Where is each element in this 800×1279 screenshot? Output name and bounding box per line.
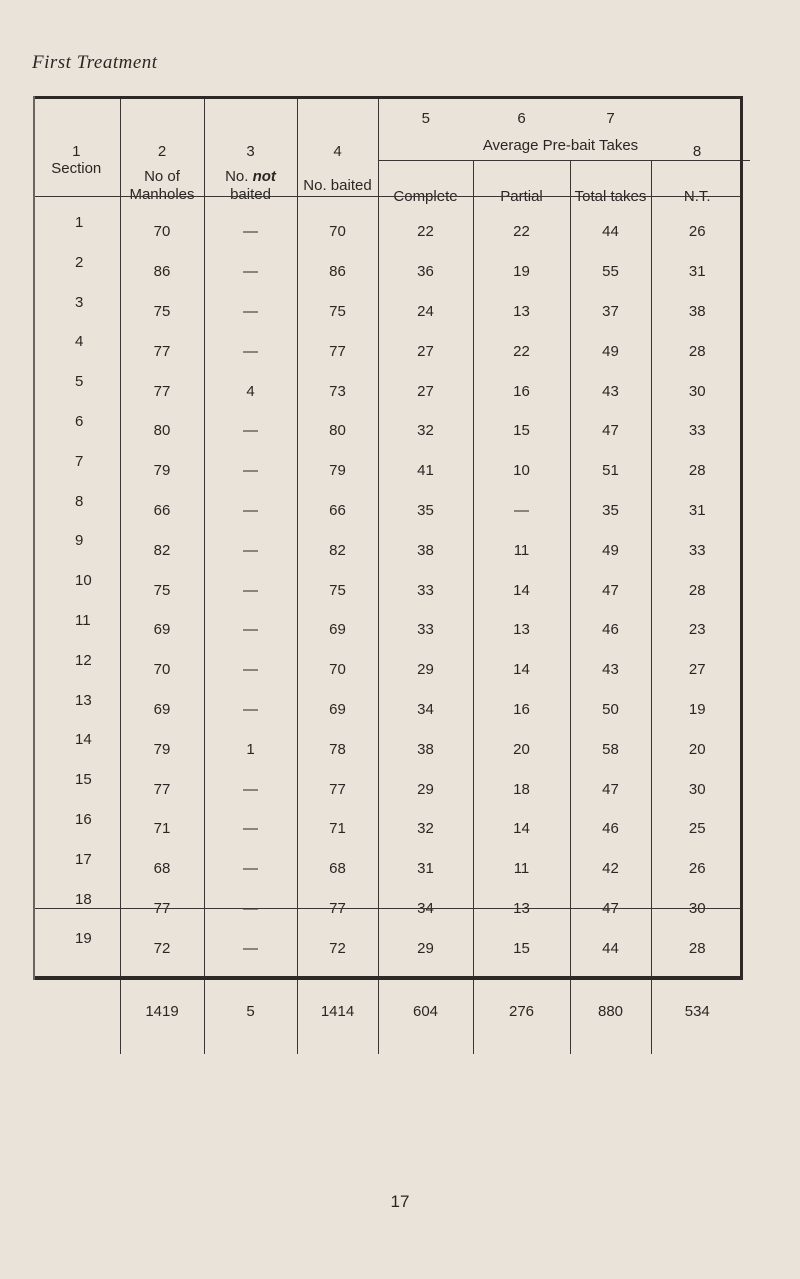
table-cell: 72	[297, 928, 378, 968]
total-cell: 5	[204, 968, 297, 1054]
table-row	[33, 411, 743, 451]
table-row	[33, 331, 743, 371]
table-cell: 71	[297, 809, 378, 849]
table-cell: 27	[378, 371, 473, 411]
column-number: 2	[120, 96, 204, 160]
table-cell: 28	[651, 451, 743, 491]
header-not-baited	[204, 160, 297, 212]
table-cell: 66	[120, 491, 204, 531]
table-cell: 36	[378, 252, 473, 292]
table-cell: 23	[651, 610, 743, 650]
table-cell: 5	[75, 373, 84, 391]
table-cell: —	[204, 928, 297, 968]
table-cell: 15	[473, 928, 570, 968]
table-cell: 26	[651, 212, 743, 252]
table-cell: 42	[570, 849, 651, 889]
table-cell: 7	[75, 452, 84, 470]
table-row	[33, 292, 743, 332]
table-cell: 34	[378, 889, 473, 929]
table-cell: 22	[473, 331, 570, 371]
table-cell: 80	[120, 411, 204, 451]
table-cell: 46	[570, 610, 651, 650]
table-cell: —	[204, 451, 297, 491]
table-cell: 16	[75, 810, 92, 828]
header-baited: No. baited	[297, 160, 378, 212]
table-cell: 15	[473, 411, 570, 451]
table-row	[33, 809, 743, 849]
table-cell: 68	[120, 849, 204, 889]
table-cell: 16	[473, 690, 570, 730]
table-row	[33, 491, 743, 531]
header-not-baited-pre: No.	[225, 168, 249, 185]
table-cell: 47	[570, 889, 651, 929]
table-cell: 22	[473, 212, 570, 252]
table-cell: 10	[75, 572, 92, 590]
group-header-rule	[378, 160, 750, 161]
table-row	[33, 650, 743, 690]
table-cell: 9	[75, 532, 84, 550]
header-section: Section	[51, 160, 102, 177]
table-cell: 80	[297, 411, 378, 451]
header-manholes: No of Manholes	[120, 160, 204, 212]
table-cell: 41	[378, 451, 473, 491]
table-cell: 75	[297, 292, 378, 332]
table-cell: 28	[651, 331, 743, 371]
table-cell: 19	[473, 252, 570, 292]
table-cell: 66	[297, 491, 378, 531]
table-cell: 13	[473, 292, 570, 332]
table-row	[33, 849, 743, 889]
group-header-label: Average Pre-bait Takes	[482, 137, 639, 154]
table-cell: —	[204, 530, 297, 570]
page-number: 17	[390, 1192, 410, 1211]
table-cell: 70	[297, 650, 378, 690]
total-cell: 276	[473, 968, 570, 1054]
table-cell: —	[204, 292, 297, 332]
table-cell: 19	[75, 930, 92, 948]
table-cell: 44	[570, 928, 651, 968]
table-cell: 47	[570, 769, 651, 809]
total-cell	[33, 968, 120, 1054]
table-cell: 77	[120, 371, 204, 411]
table-row	[33, 451, 743, 491]
table-cell: 13	[75, 691, 92, 709]
table-caption: First Treatment	[32, 52, 158, 73]
table-cell: 43	[570, 371, 651, 411]
table-cell: —	[204, 650, 297, 690]
column-number: 3	[204, 96, 297, 160]
table-cell: 35	[570, 491, 651, 531]
table-cell: 29	[378, 928, 473, 968]
table-cell: 70	[297, 212, 378, 252]
table-cell: 69	[297, 610, 378, 650]
table-cell: 29	[378, 650, 473, 690]
table-cell: —	[204, 849, 297, 889]
table-cell: 32	[378, 411, 473, 451]
table-cell: 1	[75, 214, 84, 231]
table-cell: 17	[75, 850, 92, 868]
table-cell: 31	[378, 849, 473, 889]
header-complete: Complete	[378, 160, 473, 212]
table-row	[33, 570, 743, 610]
table-cell: 69	[297, 690, 378, 730]
totals-row	[33, 968, 743, 1054]
table-cell: 58	[570, 729, 651, 769]
table-cell: 78	[297, 729, 378, 769]
header-not-baited-emphasis: not	[252, 168, 276, 185]
column-number: 7	[606, 110, 615, 127]
table-cell: 47	[570, 411, 651, 451]
table-cell: 27	[378, 331, 473, 371]
table-cell: 32	[378, 809, 473, 849]
table-cell: 33	[651, 411, 743, 451]
table-cell: 13	[473, 610, 570, 650]
table-cell: 14	[75, 731, 92, 749]
table-cell: 73	[297, 371, 378, 411]
table-cell: —	[204, 769, 297, 809]
table-cell: 26	[651, 849, 743, 889]
table-cell: 71	[120, 809, 204, 849]
table-row	[33, 928, 743, 968]
table-cell: 29	[378, 769, 473, 809]
table-cell: 72	[120, 928, 204, 968]
table-cell: 24	[378, 292, 473, 332]
table-cell: 16	[473, 371, 570, 411]
table-cell: 30	[651, 769, 743, 809]
table-cell: 20	[651, 729, 743, 769]
table-cell: —	[473, 491, 570, 531]
table-cell: 34	[378, 690, 473, 730]
column-number: 4	[297, 96, 378, 160]
total-cell: 604	[378, 968, 473, 1054]
table-cell: —	[204, 411, 297, 451]
header-not-baited-post: baited	[230, 186, 271, 203]
table-cell: 33	[378, 610, 473, 650]
table-cell: 77	[297, 769, 378, 809]
table-row	[33, 212, 743, 252]
table-cell: 10	[473, 451, 570, 491]
total-cell: 1419	[120, 968, 204, 1054]
table-cell: 82	[297, 530, 378, 570]
table-cell: 77	[120, 889, 204, 929]
table-cell: 79	[297, 451, 378, 491]
table-cell: 43	[570, 650, 651, 690]
table-cell: 79	[120, 729, 204, 769]
header-partial: Partial	[473, 160, 570, 212]
table-cell: 11	[75, 611, 91, 629]
table-cell: 37	[570, 292, 651, 332]
table-cell: 47	[570, 570, 651, 610]
table-cell: 38	[651, 292, 743, 332]
table-cell: 46	[570, 809, 651, 849]
table-row	[33, 252, 743, 292]
table-row	[33, 729, 743, 769]
treatment-table	[33, 96, 743, 1020]
table-body	[33, 212, 743, 968]
column-number: 8	[692, 143, 702, 160]
table-cell: 2	[75, 253, 84, 271]
table-cell: 86	[297, 252, 378, 292]
table-cell: 18	[75, 890, 92, 908]
table-cell: 11	[473, 849, 570, 889]
table-cell: 70	[120, 650, 204, 690]
table-cell: —	[204, 809, 297, 849]
table-cell: 20	[473, 729, 570, 769]
column-header-row	[33, 160, 743, 212]
table-cell: 77	[120, 331, 204, 371]
table-cell: 33	[651, 530, 743, 570]
table-cell: 1	[204, 729, 297, 769]
table-cell: —	[204, 690, 297, 730]
table-cell: —	[204, 889, 297, 929]
table-cell: 30	[651, 889, 743, 929]
totals-rule	[33, 908, 743, 909]
table-cell: 68	[297, 849, 378, 889]
table-cell: 44	[570, 212, 651, 252]
table-row	[33, 371, 743, 411]
table-cell: —	[204, 212, 297, 252]
table-cell: —	[204, 610, 297, 650]
table-row	[33, 690, 743, 730]
table-row	[33, 610, 743, 650]
table-cell: 4	[75, 333, 84, 351]
table-cell: 31	[651, 491, 743, 531]
table-cell: 14	[473, 570, 570, 610]
total-cell: 534	[651, 968, 743, 1054]
table-cell: 77	[120, 769, 204, 809]
table-cell: 22	[378, 212, 473, 252]
table-cell: 38	[378, 530, 473, 570]
table-cell: 14	[473, 650, 570, 690]
table-cell: 12	[75, 651, 92, 669]
table-cell: 51	[570, 451, 651, 491]
table-cell: 75	[297, 570, 378, 610]
table-cell: 28	[651, 570, 743, 610]
table-cell: 77	[297, 331, 378, 371]
table-cell: 18	[473, 769, 570, 809]
table-cell: 3	[75, 293, 84, 311]
table-cell: 4	[204, 371, 297, 411]
table-cell: 27	[651, 650, 743, 690]
table-cell: 25	[651, 809, 743, 849]
table-cell: 11	[473, 530, 570, 570]
table-cell: 8	[75, 492, 84, 510]
column-number: 5	[378, 96, 473, 160]
table-cell: 19	[651, 690, 743, 730]
table-cell: —	[204, 491, 297, 531]
table-cell: —	[204, 252, 297, 292]
table-cell: 69	[120, 690, 204, 730]
table-cell: —	[204, 570, 297, 610]
table-cell: 77	[297, 889, 378, 929]
header-total-takes: Total takes	[570, 160, 651, 212]
table-cell: 50	[570, 690, 651, 730]
table-cell: 15	[75, 771, 92, 789]
total-cell: 880	[570, 968, 651, 1054]
table-cell: 6	[75, 412, 84, 430]
table-cell: 31	[651, 252, 743, 292]
table-cell: 35	[378, 491, 473, 531]
table-cell: 14	[473, 809, 570, 849]
table-cell: 49	[570, 530, 651, 570]
header-rule	[33, 196, 743, 197]
table-cell: 79	[120, 451, 204, 491]
table-cell: 38	[378, 729, 473, 769]
table-row	[33, 769, 743, 809]
table-cell: 69	[120, 610, 204, 650]
table-cell: 28	[651, 928, 743, 968]
table-cell: 33	[378, 570, 473, 610]
column-number: 6	[517, 110, 526, 127]
column-number: 1	[72, 143, 81, 160]
table-cell: 30	[651, 371, 743, 411]
total-cell: 1414	[297, 968, 378, 1054]
table-cell: 13	[473, 889, 570, 929]
table-cell: 75	[120, 292, 204, 332]
header-nt: N.T.	[651, 160, 743, 212]
table-cell: 55	[570, 252, 651, 292]
data-table	[33, 96, 743, 1054]
table-cell: 75	[120, 570, 204, 610]
table-cell: 49	[570, 331, 651, 371]
table-cell: 86	[120, 252, 204, 292]
table-cell: —	[204, 331, 297, 371]
table-row	[33, 530, 743, 570]
table-cell: 82	[120, 530, 204, 570]
table-cell: 70	[120, 212, 204, 252]
